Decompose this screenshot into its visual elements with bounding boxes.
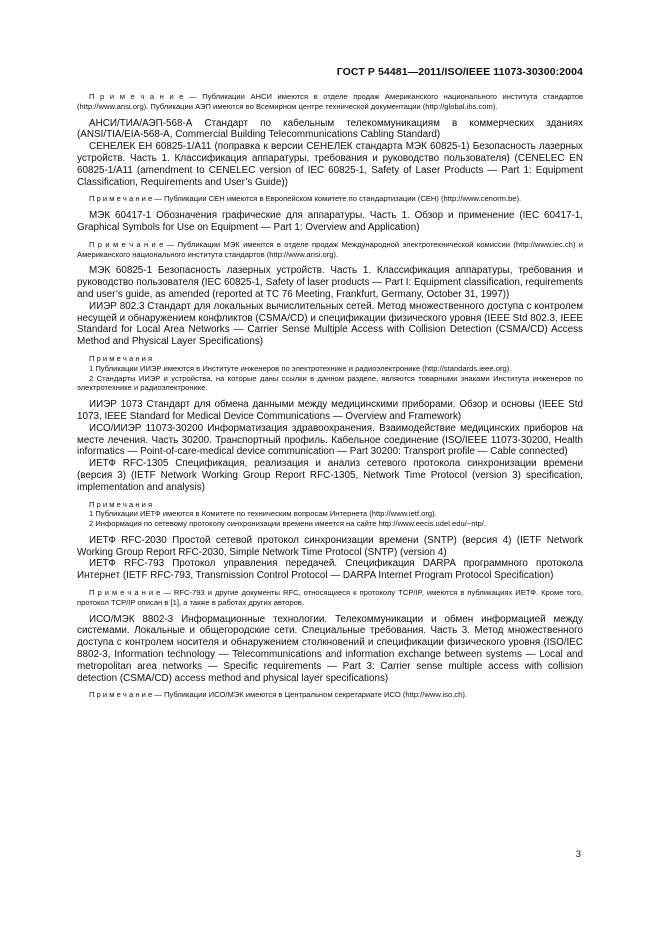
ref-iec-60825-1: МЭК 60825-1 Безопасность лазерных устройств. Часть 1. Классификация аппаратуры, требования и руководство пользователя (IEC 60825-1, Safety of laser products — Part I: Equipment classification, requirements and user’s guide, as amended (reported at TC 76 Meeting, Frankfurt, Germany, October 31, 1997)) xyxy=(77,265,583,300)
ref-ietf-rfc-2030: ИЕТФ RFC-2030 Простой сетевой протокол синхронизации времени (SNTP) (версия 4) (IETF Network Working Group Report RFC-2030, Simple Network Time Protocol (SNTP) (version 4) xyxy=(77,534,583,558)
ref-iso-iec-8802-3: ИСО/МЭК 8802-3 Информационные технологии. Телекоммуникации и обмен информацией между системами. Локальные и общегородские сети. Специальные требования. Часть 3. Метод множественного доступа с контролем носителя и обнаружением столкновений и спецификации физического уровня (ISO/IEC 8802-3, Information technology — Telecommunications and information exchange between systems — Local and metropolitan area networks — Specific requirements — Part 3: Carrier sense multiple access with collision detection (CSMA/CD) access method and physical layer specifications) xyxy=(77,613,583,684)
references-section xyxy=(77,92,583,700)
note-ietf-1: 1 Публикации ИЕТФ имеются в Комитете по техническим вопросам Интернета (http://www.ietf.org). xyxy=(89,509,437,519)
ref-cenelec-en60825: СЕНЕЛЕК ЕН 60825-1/А11 (поправка к версии СЕНЕЛЕК стандарта МЭК 60825-1) Безопасность лазерных устройств. Часть 1. Классификация аппаратуры, требования и руководство пользователя) (CENELEC EN 60825-1/A11 (amendment to CENELEC version of IEC 60825-1, Safety of Laser Products — Part 1: Equipment Classification, Requirements and User’s Guide)) xyxy=(77,141,583,188)
note-ieee-2: 2 Стандарты ИИЭР и устройства, на которые даны ссылки в данном разделе, являются товарными знаками Института инженеров по электротехнике и радиоэлектронике. xyxy=(77,373,583,393)
note-ieee-1: 1 Публикации ИИЭР имеются в Институте инженеров по электротехнике и радиоэлектронике (http://standards.ieee.org). xyxy=(89,363,512,373)
ref-ansi-tia-eia-568a: АНСИ/ТИА/АЭП-568-А Стандарт по кабельным телекоммуникациям в коммерческих зданиях (ANSI/TIA/EIA-568-A, Commercial Building Telecommunications Cabling Standard) xyxy=(77,117,583,141)
note-ansi: П р и м е ч а н и е — Публикации АНСИ имеются в отделе продаж Американского национального института стандартов (http://www.ansi.org). Публикации АЭП имеются во Всемирном центре технической документации (http://global.ihs.com). xyxy=(77,92,583,111)
note-cen: П р и м е ч а н и е — Публикации СЕН имеются в Европейском комитете по стандартизации (СЕН) (http://www.cenorm.be). xyxy=(89,194,522,204)
note-iec: П р и м е ч а н и е — Публикации МЭК имеются в отделе продаж Международной электротехнической комиссии (http://www.iec.ch) и Американского национального института стандартов (http://www.ansi.org). xyxy=(77,239,583,259)
note-rfc-793: П р и м е ч а н и е — RFC-793 и другие документы RFC, относящиеся к протоколу TCP/IP, имеются в публикациях ИЕТФ. Кроме того, протокол TCP/IP описан в [1], а также в работах других авторов. xyxy=(77,588,583,607)
ref-ieee-802-3: ИИЭР 802.3 Стандарт для локальных вычислительных сетей. Метод множественного доступа с контролем несущей и обнаружением конфликтов (CSMA/CD) и спецификации физического уровня (IEEE Std 802.3, IEEE Standard for Local Area Networks — Carrier Sense Multiple Access with Collision Detection (CSMA/CD) Access Method and Physical Layer Specifications) xyxy=(77,300,583,348)
note-iso-iec: П р и м е ч а н и е — Публикации ИСО/МЭК имеются в Центральном секретариате ИСО (http://www.iso.ch). xyxy=(89,690,467,700)
ref-ieee-1073: ИИЭР 1073 Стандарт для обмена данными между медицинскими приборами. Обзор и основы (IEEE Std 1073, IEEE Standard for Medical Device Communications — Overview and Framework) xyxy=(77,399,583,422)
notes-heading: П р и м е ч а н и я xyxy=(89,499,153,509)
note-ntp-2: 2 Информация по сетевому протоколу синхронизации времени имеется на сайте http://www.eecis.udel.edu/~ntp/. xyxy=(89,519,487,529)
ref-ietf-rfc-793: ИЕТФ RFC-793 Протокол управления передачей. Спецификация DARPA программного протокола Интернет (IETF RFC-793, Transmission Control Protocol — DARPA Internet Program Protocol Specification) xyxy=(77,558,583,582)
ref-iec-60417-1: МЭК 60417-1 Обозначения графические для аппаратуры. Часть 1. Обзор и применение (IEC 60417-1, Graphical Symbols for Use on Equipment — Part 1: Overview and Application) xyxy=(77,210,583,233)
page-number: 3 xyxy=(575,849,581,860)
ref-ietf-rfc-1305: ИЕТФ RFC-1305 Спецификация, реализация и анализ сетевого протокола синхронизации времени (версия 3) (IETF Network Working Group Report RFC-1305, Network Time Protocol (version 3) specification, implementation and analysis) xyxy=(77,458,583,493)
standard-header: ГОСТ Р 54481—2011/ISO/IEEE 11073-30300:2004 xyxy=(336,66,583,78)
notes-heading: П р и м е ч а н и я xyxy=(89,353,153,363)
ref-iso-ieee-11073-30200: ИСО/ИИЭР 11073-30200 Информатизация здравоохранения. Взаимодействие медицинских приборов на месте лечения. Часть 30200. Транспортный профиль. Кабельное соединение (ISO/IEEE 11073-30200, Health informatics — Point-of-care-medical device communication — Part 30200: Transport profile — Cable connected) xyxy=(77,422,583,458)
